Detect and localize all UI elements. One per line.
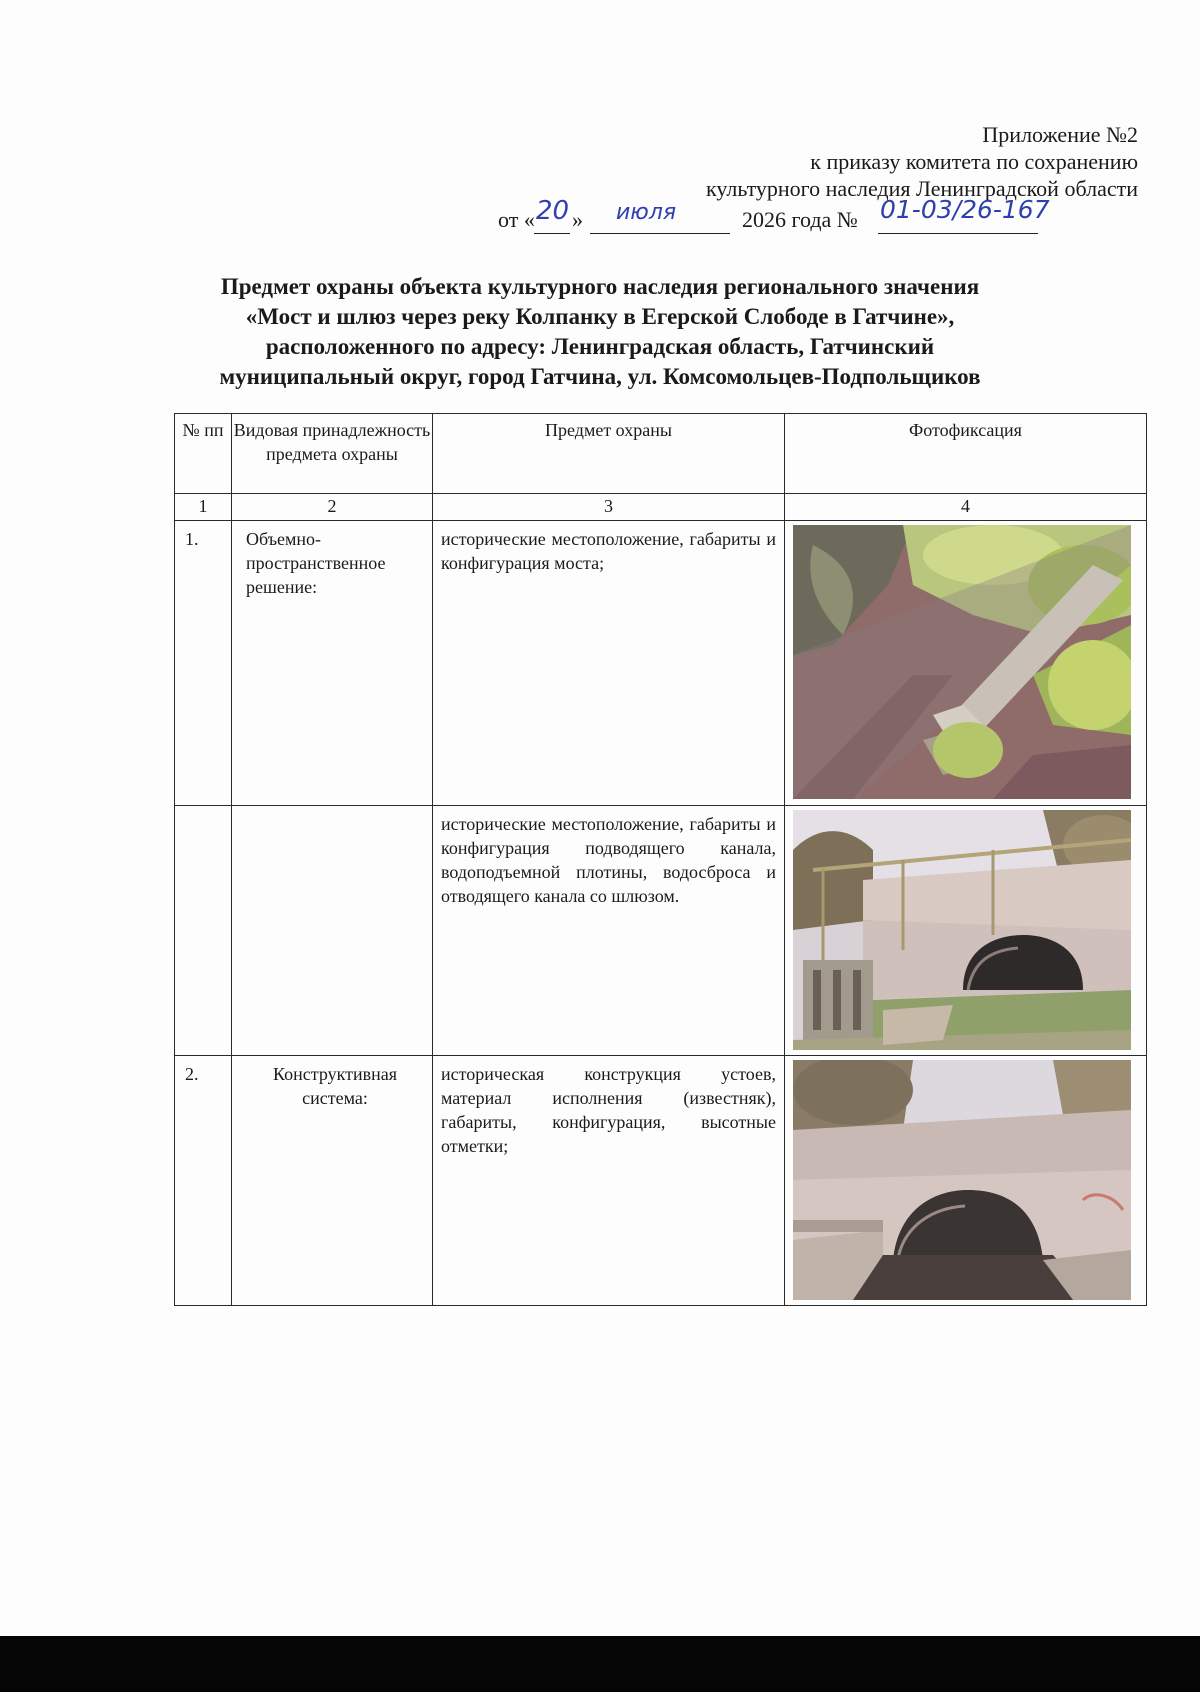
day-underline [534,233,570,234]
row-type: Объемно-пространственное решение: [232,521,433,806]
month-underline [590,233,730,234]
order-date-line [498,195,1138,240]
appendix-number: Приложение №2 [982,122,1138,147]
column-number-row [175,494,1147,521]
table-row [175,806,1147,1056]
date-prefix: от « [498,207,535,232]
protection-subject-table [174,413,1147,1306]
title-line-4: муниципальный округ, город Гатчина, ул. Комсомольцев-Подпольщиков [219,364,981,389]
row-subject: исторические местоположение, габариты и конфигурация моста; [433,521,785,806]
column-number: 1 [175,494,232,521]
date-mid: » [572,207,583,232]
header-num: № пп [175,414,232,494]
row-photo-cell [785,1056,1147,1306]
handwritten-order-number: 01-03/26-167 [880,195,1050,224]
row-type: Конструктивная система: [232,1056,433,1306]
row-subject: историческая конструкция устоев, материал исполнения (известняк), габариты, конфигурация, высотные отметки; [433,1056,785,1306]
table-header-row [175,414,1147,494]
table-row [175,1056,1147,1306]
year-and-number-label: 2026 года № [742,207,858,232]
row-photo-cell [785,806,1147,1056]
appendix-committee: культурного наследия Ленинградской области [706,176,1138,201]
row-photo-cell [785,521,1147,806]
aerial-bridge-photo [793,525,1131,799]
row-number: 2. [175,1056,232,1306]
title-line-1: Предмет охраны объекта культурного наследия регионального значения [220,274,980,299]
table-row [175,521,1147,806]
appendix-order-ref: к приказу комитета по сохранению [810,149,1138,174]
row-type [232,806,433,1056]
document-title [150,272,1050,392]
row-number: 1. [175,521,232,806]
bridge-arch-photo [793,1060,1131,1300]
column-number: 4 [785,494,1147,521]
scan-bottom-edge [0,1636,1200,1692]
column-number: 2 [232,494,433,521]
handwritten-month: июля [616,200,677,225]
row-number [175,806,232,1056]
number-underline [878,233,1038,234]
column-number: 3 [433,494,785,521]
appendix-header [438,121,1138,202]
header-subject: Предмет охраны [433,414,785,494]
row-subject: исторические местоположение, габариты и конфигурация подводящего канала, водоподъемной плотины, водосброса и отводящего канала со шлюзом. [433,806,785,1056]
title-line-2: «Мост и шлюз через реку Колпанку в Егерской Слободе в Гатчине», [245,304,955,329]
handwritten-day: 20 [536,196,570,226]
title-line-3: расположенного по адресу: Ленинградская область, Гатчинский [265,334,935,359]
header-type: Видовая принадлежность предмета охраны [232,414,433,494]
header-photo: Фотофиксация [785,414,1147,494]
bridge-sluice-photo [793,810,1131,1050]
